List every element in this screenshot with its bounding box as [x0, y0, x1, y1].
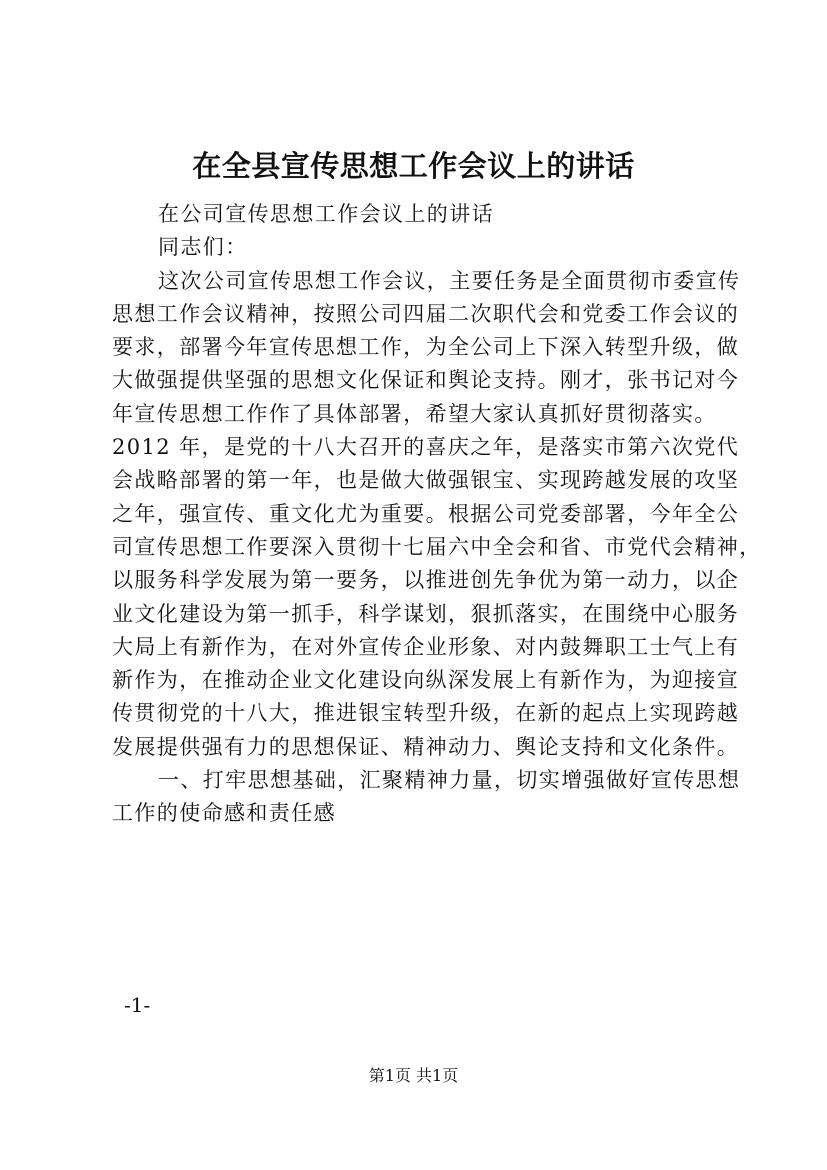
body-line: 传贯彻党的十八大，推进银宝转型升级，在新的起点上实现跨越 — [112, 701, 740, 726]
section-heading: 一、打牢思想基础，汇聚精神力量，切实增强做好宣传思想 — [158, 768, 741, 793]
body-line: 大局上有新作为，在对外宣传企业形象、对内鼓舞职工士气上有 — [112, 634, 740, 659]
body-line: 年宣传思想工作作了具体部署，希望大家认真抓好贯彻落实。 — [112, 401, 717, 426]
body-line: 之年，强宣传、重文化尤为重要。根据公司党委部署，今年全公 — [112, 501, 740, 526]
body-line: 大做强提供坚强的思想文化保证和舆论支持。刚才，张书记对今 — [112, 368, 740, 393]
body-line: 要求，部署今年宣传思想工作，为全公司上下深入转型升级，做 — [112, 335, 740, 360]
body-line: 业文化建设为第一抓手，科学谋划，狠抓落实，在围绕中心服务 — [112, 601, 740, 626]
section-heading-continued: 工作的使命感和责任感 — [112, 801, 336, 826]
document-body — [112, 198, 762, 831]
body-line: 在公司宣传思想工作会议上的讲话 — [158, 202, 494, 226]
body-line: 新作为，在推动企业文化建设向纵深发展上有新作为，为迎接宣 — [112, 668, 740, 693]
body-line: 2012 年，是党的十八大召开的喜庆之年，是落实市第六次党代 — [112, 435, 740, 460]
body-line: 思想工作会议精神，按照公司四届二次职代会和党委工作会议的 — [112, 301, 740, 326]
body-line: 以服务科学发展为第一要务，以推进创先争优为第一动力，以企 — [112, 568, 740, 593]
document-title: 在全县宣传思想工作会议上的讲话 — [192, 149, 635, 183]
body-line: 同志们： — [158, 235, 248, 260]
body-line: 这次公司宣传思想工作会议，主要任务是全面贯彻市委宣传 — [158, 268, 741, 293]
body-line: 发展提供强有力的思想保证、精神动力、舆论支持和文化条件。 — [112, 734, 740, 759]
body-line: 司宣传思想工作要深入贯彻十七届六中全会和省、市党代会精神， — [112, 534, 762, 559]
body-line: 会战略部署的第一年，也是做大做强银宝、实现跨越发展的攻坚 — [112, 468, 740, 493]
page-footer: 第1页 共1页 — [368, 1066, 459, 1085]
page-number-mark: -1- — [124, 993, 151, 1017]
